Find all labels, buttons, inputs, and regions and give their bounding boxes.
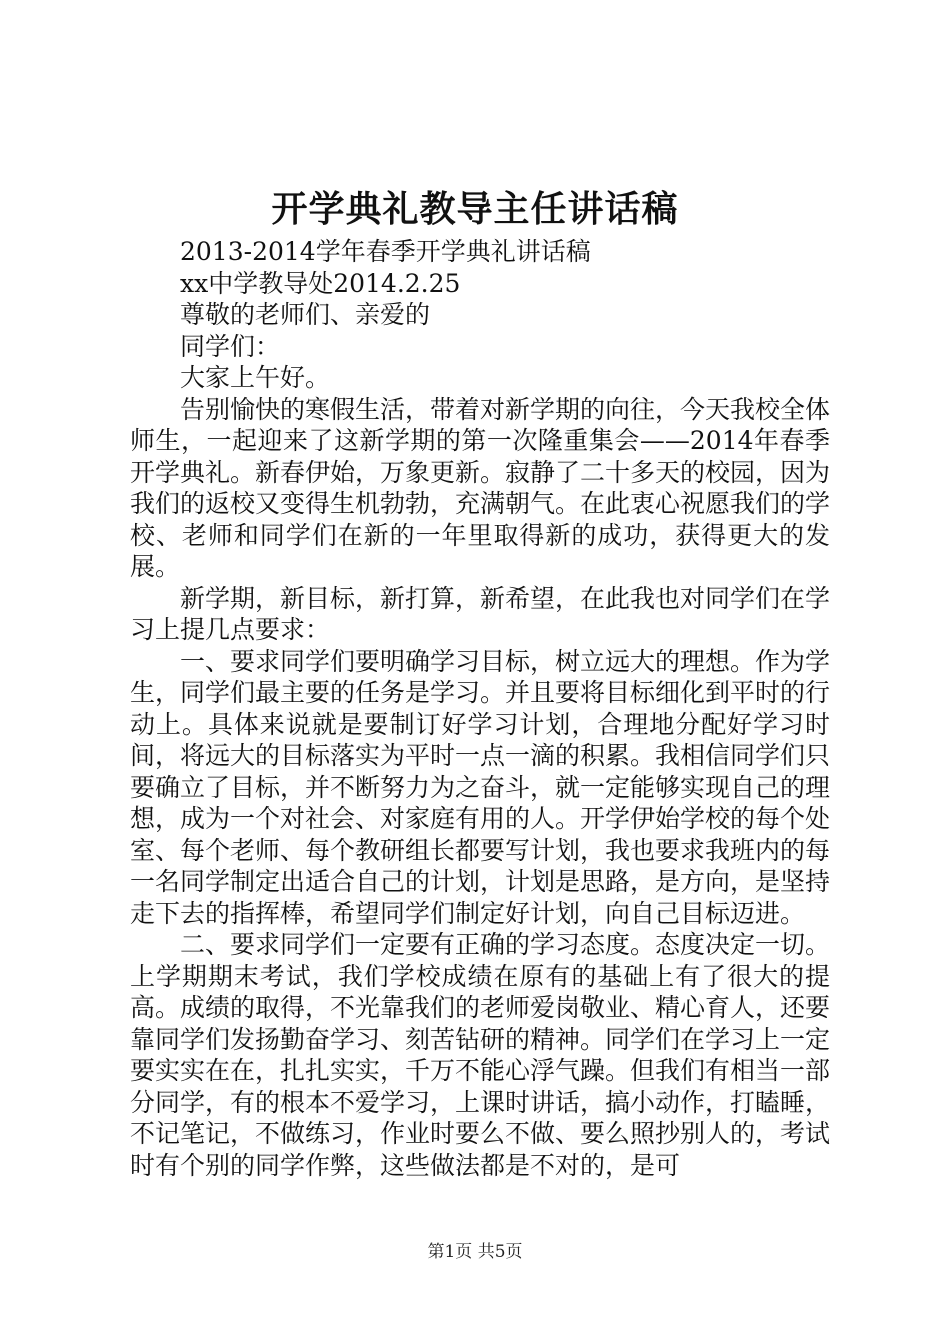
salutation-line-2: 同学们： — [180, 331, 281, 361]
greeting-line: 大家上午好。 — [180, 363, 331, 392]
subtitle-line: 2013-2014学年春季开学典礼讲话稿 — [180, 237, 591, 266]
paragraph-requirements: 新学期，新目标，新打算，新希望，在此我也对同学们在学习上提几点要求： — [130, 583, 831, 644]
paragraph-intro: 告别愉快的寒假生活，带着对新学期的向往，今天我校全体师生，一起迎来了这新学期的第一次隆重集会——2014年春季开学典礼。新春伊始，万象更新。寂静了二十多天的校园，因为我们的返校又变得生机勃勃，充满朝气。在此衷心祝愿我们的学校、老师和同学们在新的一年里取得新的成功，获得更大的发展。 — [130, 394, 831, 581]
salutation-line: 尊敬的老师们、亲爱的 — [180, 300, 431, 329]
paragraph-point-one: 一、要求同学们要明确学习目标，树立远大的理想。作为学生，同学们最主要的任务是学习。并且要将目标细化到平时的行动上。具体来说就是要制订好学习计划，合理地分配好学习时间，将远大的目标落实为平时一点一滴的积累。我相信同学们只要确立了目标，并不断努力为之奋斗，就一定能够实现自己的理想，成为一个对社会、对家庭有用的人。开学伊始学校的每个处室、每个老师、每个教研组长都要写计划，我也要求我班内的每一名同学制定出适合自己的计划，计划是思路，是方向，是坚持走下去的指挥棒，希望同学们制定好计划，向自己目标迈进。 — [130, 646, 831, 928]
document-body — [130, 236, 830, 1181]
page-footer: 第1页 共5页 — [427, 1242, 523, 1262]
document-title: 开学典礼教导主任讲话稿 — [271, 188, 679, 230]
paragraph-point-two: 二、要求同学们一定要有正确的学习态度。态度决定一切。上学期期末考试，我们学校成绩在原有的基础上有了很大的提高。成绩的取得，不光靠我们的老师爱岗敬业、精心育人，还要靠同学们发扬勤奋学习、刻苦钻研的精神。同学们在学习上一定要实实在在，扎扎实实，千万不能心浮气躁。但我们有相当一部分同学，有的根本不爱学习，上课时讲话，搞小动作，打瞌睡，不记笔记，不做练习，作业时要么不做、要么照抄别人的，考试时有个别的同学作弊，这些做法都是不对的，是可 — [130, 930, 831, 1180]
author-date-line: xx中学教导处2014.2.25 — [180, 268, 461, 298]
